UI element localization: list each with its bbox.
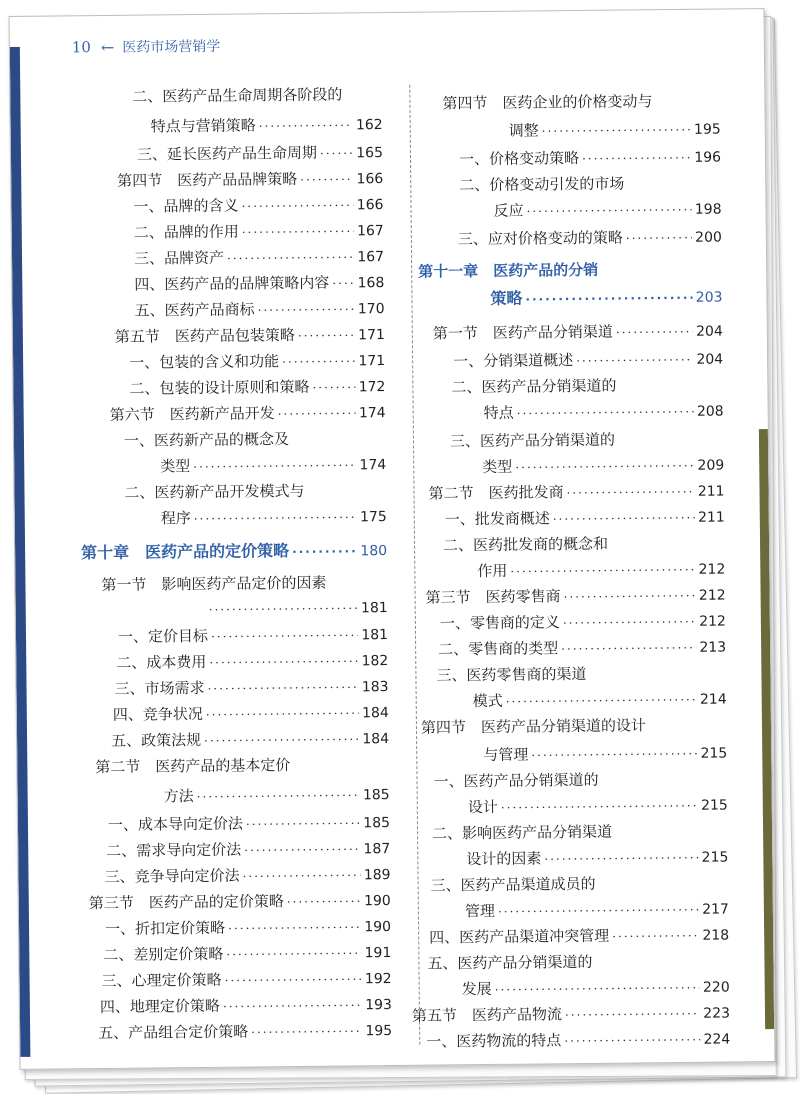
toc-section: 第一节 影响医药产品定价的因素 (101, 573, 327, 595)
toc-entry: 一、价格变动策略 ····· 196 (459, 148, 721, 170)
toc-section: 第三节 医药产品的定价策略 ····· 190 (89, 891, 391, 913)
toc-entry: 设计的因素 ····· 215 (466, 847, 728, 869)
toc-entry: 一、折扣定价策略 ····· 190 (105, 917, 391, 939)
toc-entry: 二、包装的设计原则和策略 ····· 172 (129, 377, 385, 399)
toc-entry: 五、医药产品商标 ····· 170 (135, 299, 385, 321)
toc-entry: 四、医药产品的品牌策略内容 ····· 168 (134, 273, 384, 295)
toc-chapter-11-cont: 策略 ····· 203 (490, 288, 722, 309)
toc-entry: 类型 ····· 174 (160, 455, 386, 476)
toc-entry: 特点 ····· 208 (484, 402, 724, 424)
toc-section: 第四节 医药企业的价格变动与 (442, 92, 653, 113)
toc-entry: 二、价格变动引发的市场 (459, 174, 625, 195)
toc-entry: 三、延长医药产品生命周期 ····· 165 (137, 143, 383, 165)
toc-section: 第三节 医药零售商 ····· 212 (426, 586, 726, 608)
toc-entry: 方法 ····· 185 (164, 785, 390, 806)
toc-entry: 二、医药产品分销渠道的 (451, 376, 617, 397)
toc-section: 第四节 医药产品品牌策略 ····· 166 (117, 169, 383, 191)
toc-entry: 二、零售商的类型 ····· 213 (438, 638, 726, 660)
toc-section: 第二节 医药批发商 ····· 211 (428, 482, 724, 504)
toc-entry: 一、品牌的含义 ····· 166 (133, 195, 383, 217)
toc-entry: 与管理 ····· 215 (483, 744, 727, 766)
toc-entry: 模式 ····· 214 (473, 690, 727, 712)
toc-entry: 一、医药产品分销渠道的 (433, 770, 599, 791)
toc-entry: 一、成本导向定价法 ····· 185 (108, 813, 390, 835)
cover-edge-left (10, 47, 31, 1057)
toc-section: 第一节 医药产品分销渠道 ····· 204 (433, 322, 723, 344)
toc-section: 第六节 医药新产品开发 ····· 174 (110, 403, 386, 425)
toc-entry: 一、医药物流的特点 ····· 224 (426, 1029, 730, 1051)
toc-entry: 四、医药产品渠道冲突管理 ····· 218 (429, 925, 729, 947)
toc-entry: 程序 ····· 175 (161, 507, 387, 528)
toc-entry: 二、需求导向定价法 ····· 187 (106, 839, 390, 861)
toc-entry: ····· 181 (206, 599, 388, 619)
toc-entry: 五、政策法规 ····· 184 (111, 729, 389, 751)
toc-entry: 三、医药零售商的渠道 (436, 664, 587, 685)
toc-chapter-10: 第十章 医药产品的定价策略 ····· 180 (81, 541, 387, 563)
toc-entry: 管理 ····· 217 (465, 899, 729, 921)
toc-entry: 二、医药批发商的概念和 (442, 534, 609, 555)
toc-entry: 三、竞争导向定价法 ····· 189 (104, 865, 390, 887)
back-arrow-icon: ← (100, 37, 115, 57)
toc-entry: 调整 ····· 195 (509, 120, 721, 141)
toc-entry: 二、差别定价策略 ····· 191 (103, 943, 391, 965)
toc-entry: 三、应对价格变动的策略 ····· 200 (458, 228, 722, 250)
toc-entry: 三、心理定价策略 ····· 192 (102, 969, 392, 991)
toc-entry: 四、竞争状况 ····· 184 (113, 703, 389, 725)
toc-entry: 一、包装的含义和功能 ····· 171 (129, 351, 385, 373)
toc-entry: 反应 ····· 198 (493, 200, 721, 221)
toc-entry: 特点与营销策略 ····· 162 (151, 115, 383, 136)
toc-entry: 五、医药产品分销渠道的 (427, 952, 593, 973)
toc-entry: 作用 ····· 212 (477, 560, 725, 582)
toc-entry: 发展 ····· 220 (462, 977, 730, 999)
toc-entry: 三、医药产品渠道成员的 (430, 874, 596, 895)
toc-section: 第五节 医药产品包装策略 ····· 171 (115, 325, 385, 347)
book-page (9, 8, 776, 1070)
toc-section: 第五节 医药产品物流 ····· 223 (412, 1003, 730, 1025)
toc-entry: 一、医药新产品的概念及 (123, 430, 290, 450)
toc-entry: 三、品牌资产 ····· 167 (134, 247, 384, 269)
toc-entry: 二、影响医药产品分销渠道 (431, 822, 613, 843)
toc-entry: 三、市场需求 ····· 183 (114, 677, 388, 699)
toc-entry: 一、分销渠道概述 ····· 204 (453, 350, 723, 372)
toc-entry: 一、零售商的定义 ····· 212 (440, 612, 726, 634)
toc-entry: 二、医药新产品开发模式与 (124, 481, 305, 502)
toc-entry: 一、定价目标 ····· 181 (118, 625, 388, 647)
toc-entry: 五、产品组合定价策略 ····· 195 (98, 1021, 392, 1043)
toc-entry: 类型 ····· 209 (482, 456, 724, 478)
toc-entry: 三、医药产品分销渠道的 (449, 430, 616, 451)
toc-entry: 设计 ····· 215 (468, 795, 728, 817)
book-title: 医药市场营销学 (122, 38, 221, 56)
toc-entry: 二、医药产品生命周期各阶段的 (132, 85, 343, 106)
toc-chapter-11: 第十一章 医药产品的分销 (418, 260, 599, 281)
toc-entry: 二、成本费用 ····· 182 (116, 651, 388, 673)
toc-entry: 四、地理定价策略 ····· 193 (100, 995, 392, 1017)
toc-entry: 一、批发商概述 ····· 211 (445, 508, 725, 530)
page-number: 10 (71, 38, 92, 57)
running-header (72, 35, 221, 59)
toc-section: 第四节 医药产品分销渠道的设计 (420, 716, 647, 737)
toc-section: 第二节 医药产品的基本定价 (95, 756, 291, 777)
column-divider (409, 85, 420, 1045)
toc-entry: 二、品牌的作用 ····· 167 (134, 221, 384, 243)
